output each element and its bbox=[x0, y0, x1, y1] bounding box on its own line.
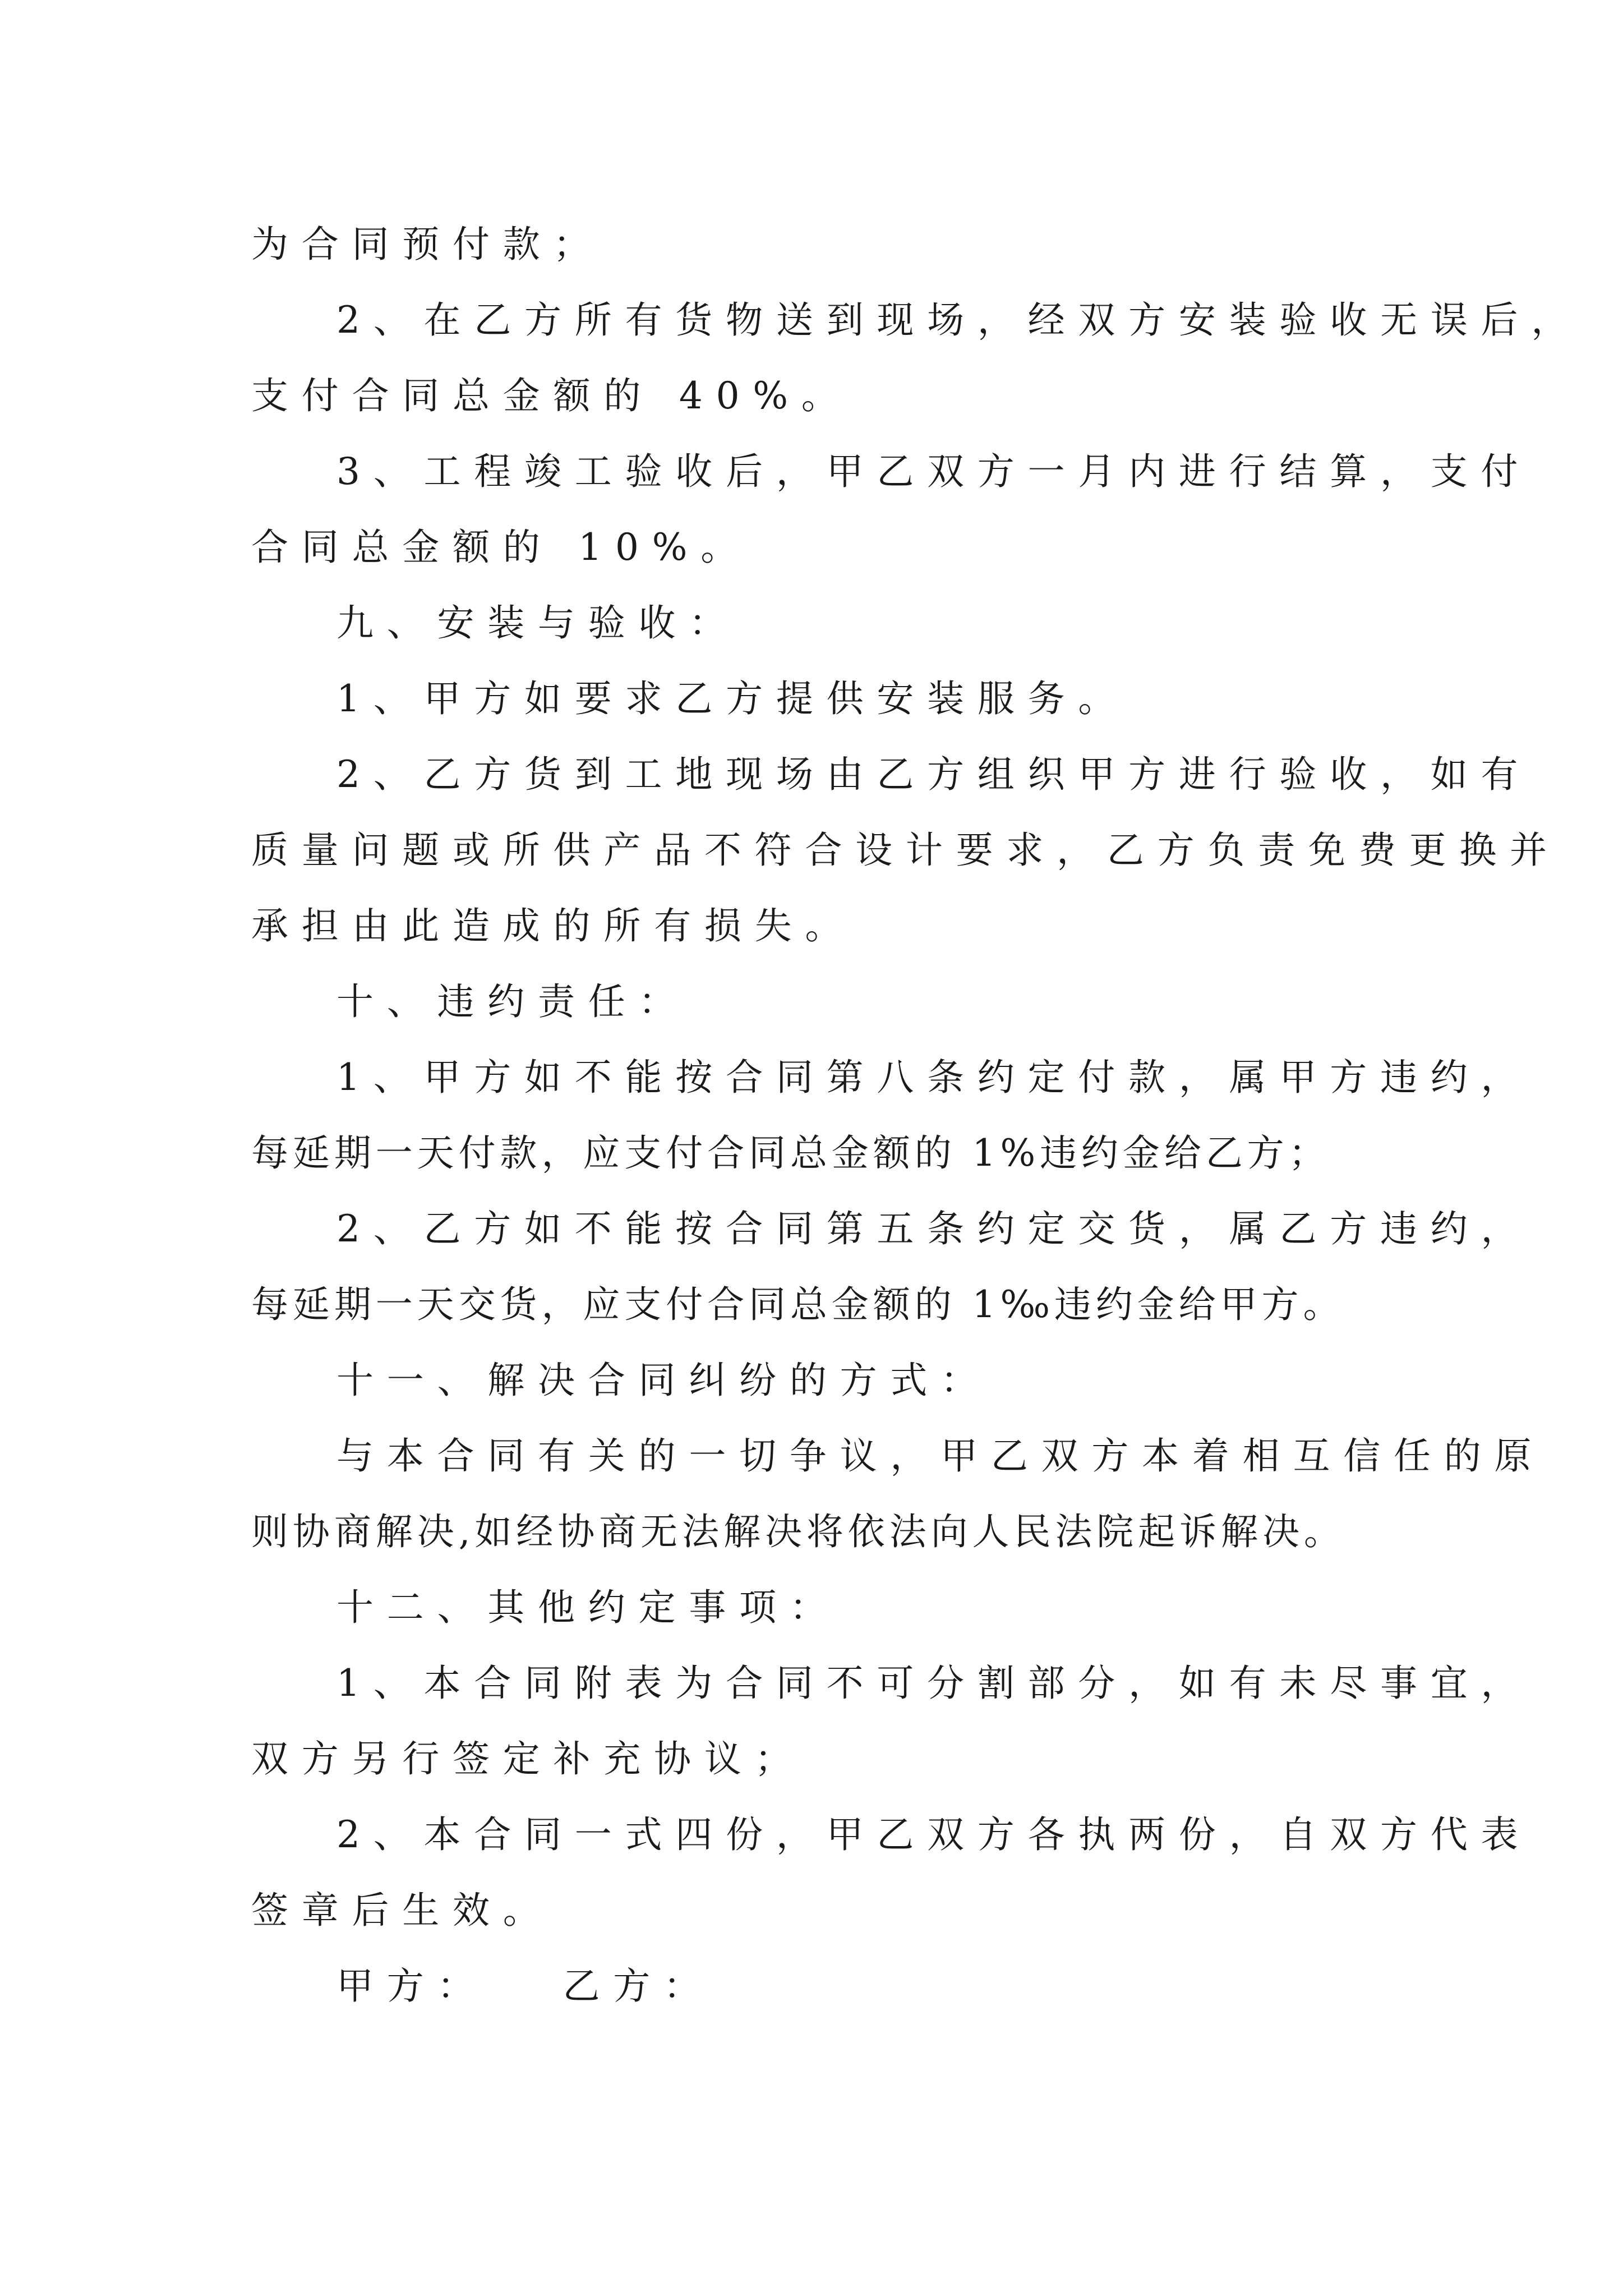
paragraph-line: 每延期一天交货，应支付合同总金额的 1‰违约金给甲方。 bbox=[251, 1283, 1345, 1326]
paragraph-line: 2、乙方货到工地现场由乙方组织甲方进行验收，如有 bbox=[336, 753, 1532, 796]
paragraph-line: 3、工程竣工验收后，甲乙双方一月内进行结算，支付 bbox=[336, 450, 1532, 493]
paragraph-line: 1、甲方如要求乙方提供安装服务。 bbox=[336, 677, 1129, 720]
paragraph-line: 每延期一天付款，应支付合同总金额的 1%违约金给乙方； bbox=[251, 1131, 1330, 1175]
paragraph-line: 1、甲方如不能按合同第八条约定付款，属甲方违约， bbox=[336, 1056, 1532, 1099]
paragraph-line: 与本合同有关的一切争议，甲乙双方本着相互信任的原 bbox=[336, 1434, 1545, 1478]
section-heading: 十一、解决合同纠纷的方式： bbox=[336, 1359, 991, 1402]
paragraph-line: 则协商解决,如经协商无法解决将依法向人民法院起诉解决。 bbox=[251, 1510, 1345, 1553]
paragraph-line: 2、本合同一式四份，甲乙双方各执两份，自双方代表 bbox=[336, 1813, 1532, 1856]
paragraph-line: 1、本合同附表为合同不可分割部分，如有未尽事宜， bbox=[336, 1662, 1532, 1705]
section-heading: 十、违约责任： bbox=[336, 980, 689, 1023]
paragraph-line: 2、乙方如不能按合同第五条约定交货，属乙方违约， bbox=[336, 1207, 1532, 1250]
section-heading: 九、安装与验收： bbox=[336, 601, 740, 645]
paragraph-line: 签章后生效。 bbox=[251, 1889, 554, 1932]
paragraph-line: 支付合同总金额的 40%。 bbox=[251, 374, 852, 417]
paragraph-line: 承担由此造成的所有损失。 bbox=[251, 904, 856, 947]
signature-parties: 甲方： 乙方： bbox=[336, 1964, 714, 2008]
paragraph-line: 双方另行签定补充协议； bbox=[251, 1737, 805, 1780]
section-heading: 十二、其他约定事项： bbox=[336, 1586, 840, 1629]
paragraph-line: 2、在乙方所有货物送到现场，经双方安装验收无误后， bbox=[336, 298, 1581, 342]
paragraph-line: 为合同预付款； bbox=[251, 223, 604, 266]
paragraph-line: 质量问题或所供产品不符合设计要求，乙方负责免费更换并 bbox=[251, 829, 1560, 872]
paragraph-line: 合同总金额的 10%。 bbox=[251, 526, 751, 569]
